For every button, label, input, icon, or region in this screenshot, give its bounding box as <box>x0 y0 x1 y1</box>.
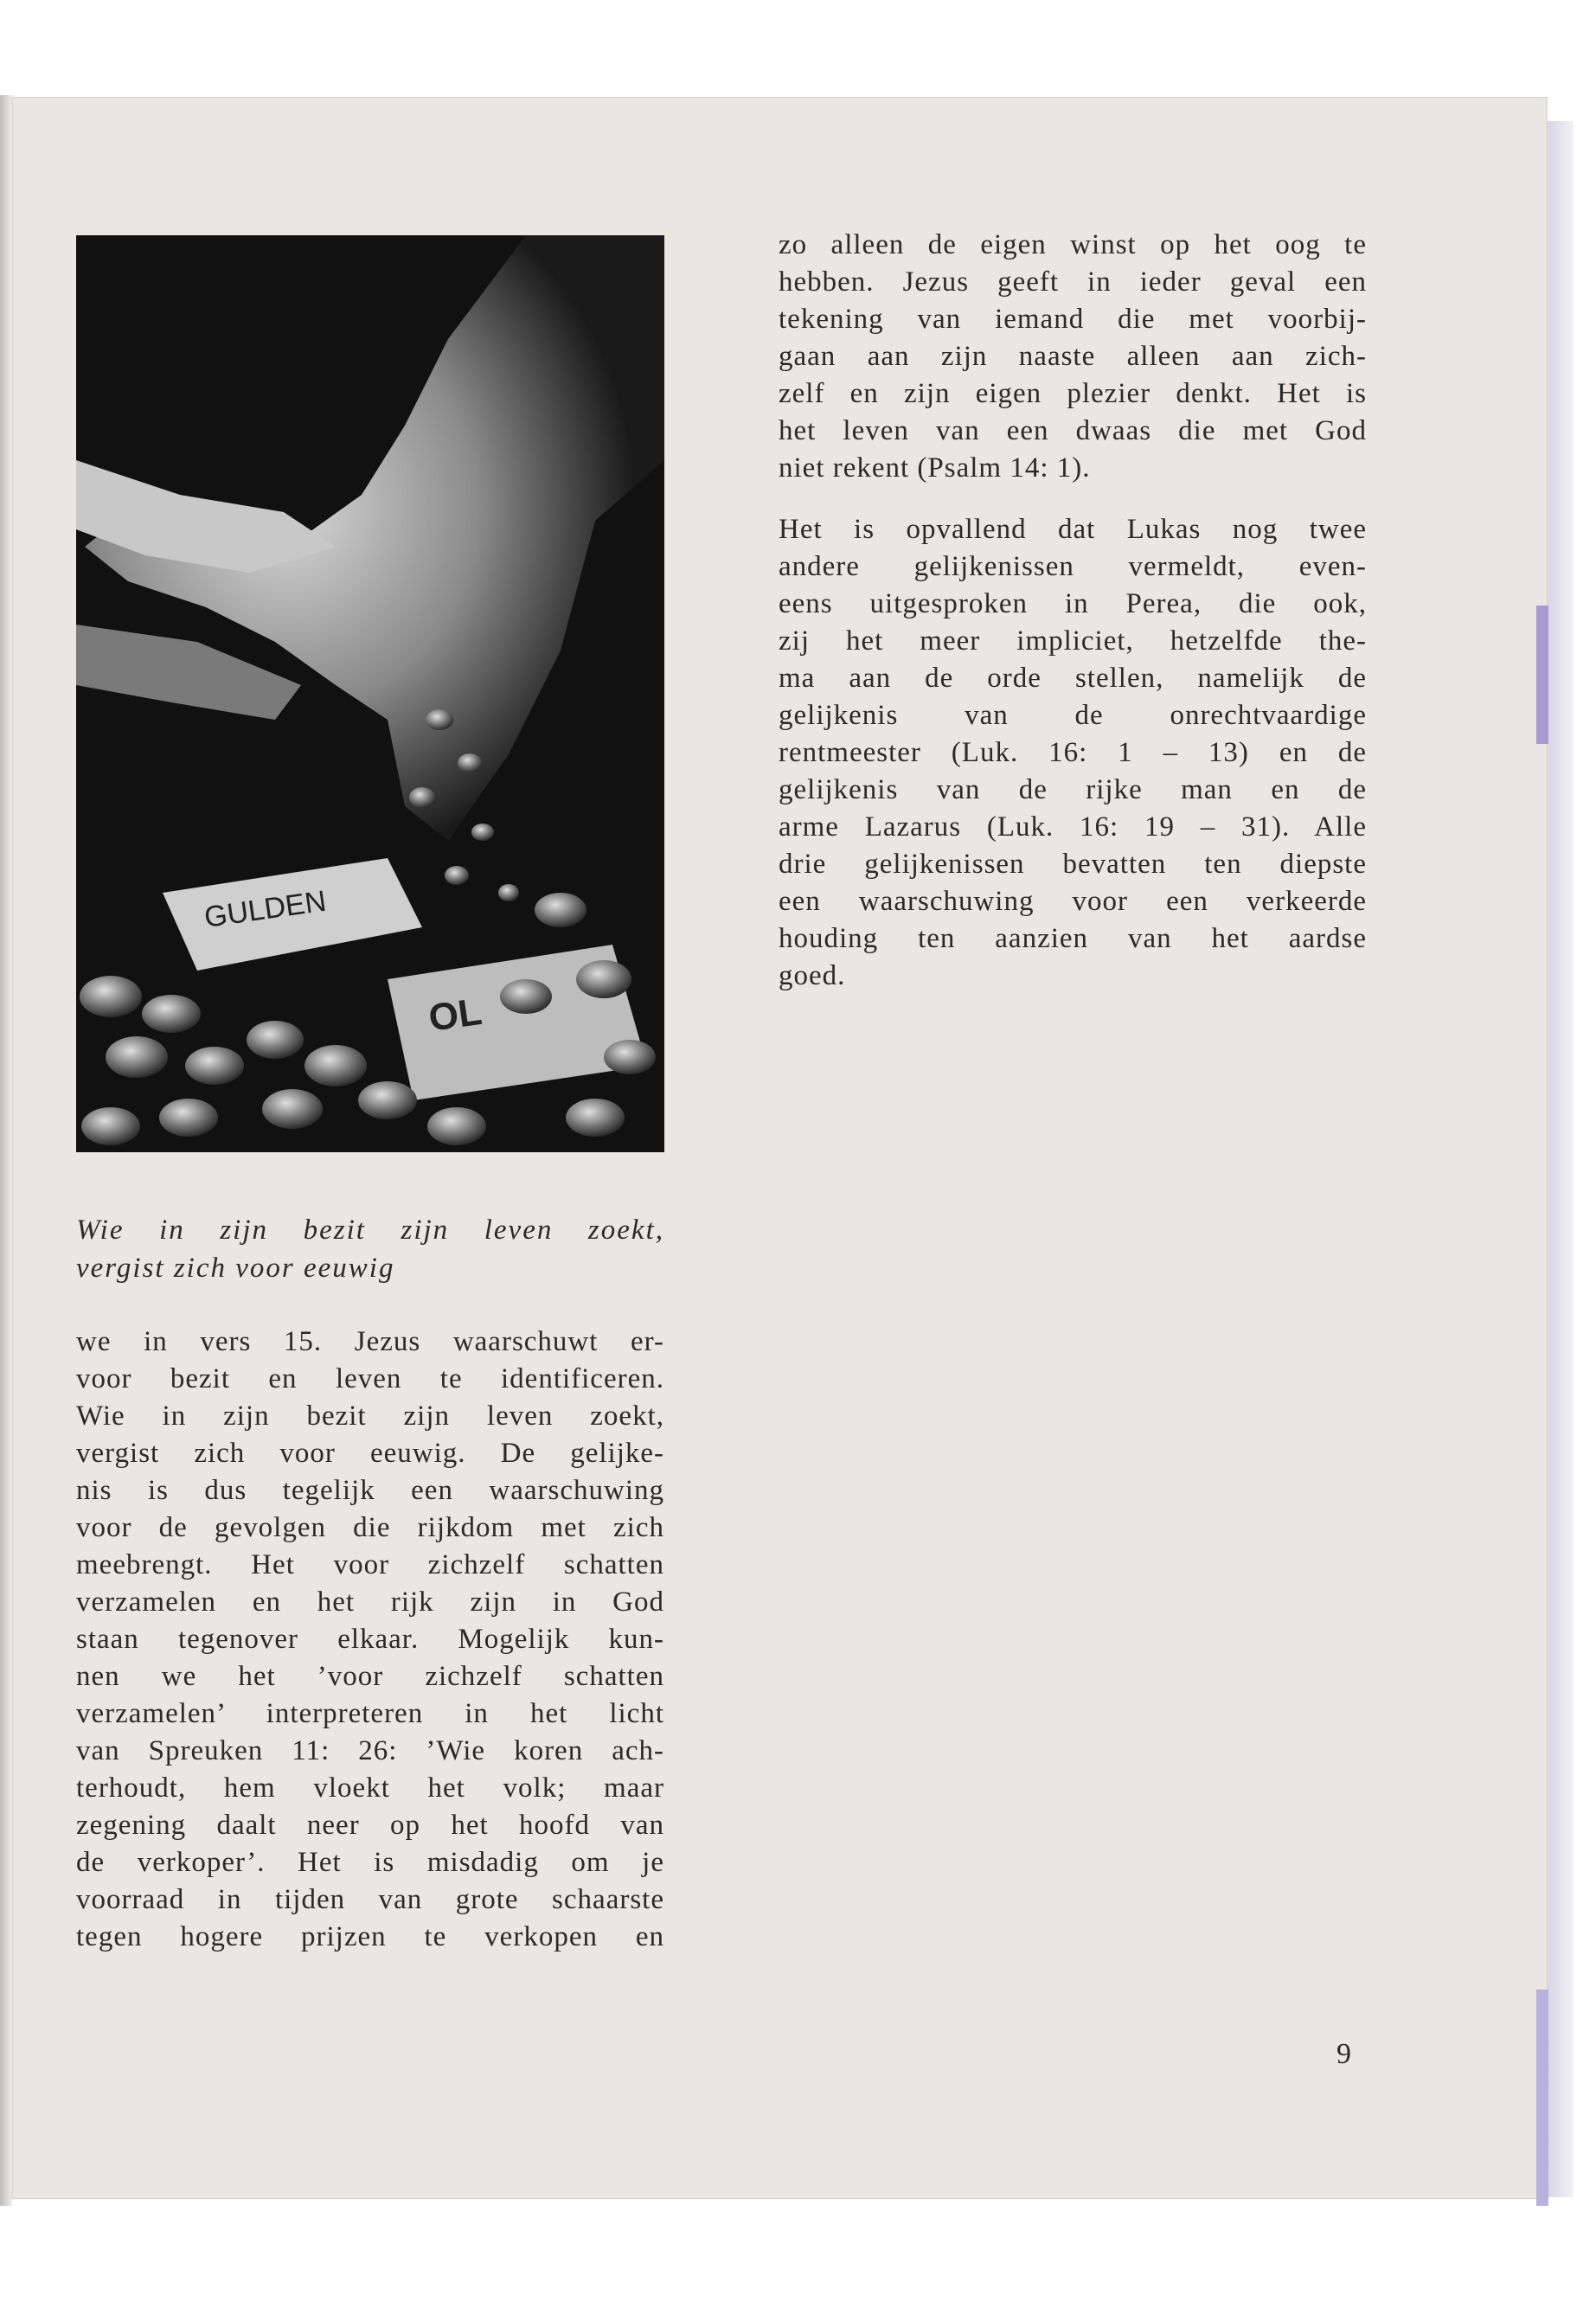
text-line: andere gelijkenissen vermeldt, even- <box>779 551 1367 582</box>
text-line: Het is opvallend dat Lukas nog twee <box>779 514 1367 545</box>
text-line: voor bezit en leven te identificeren. <box>76 1363 664 1394</box>
photo-caption <box>76 1211 664 1287</box>
text-line: gelijkenis van de onrechtvaardige <box>779 700 1367 731</box>
text-line: goed. <box>779 960 846 991</box>
text-line: drie gelijkenissen bevatten ten diepste <box>779 849 1367 880</box>
text-line: voorraad in tijden van grote schaarste <box>76 1884 664 1915</box>
banknote-text: GULDEN <box>202 884 329 934</box>
text-line: zo alleen de eigen winst op het oog te <box>779 229 1367 260</box>
section-tab-marker <box>1536 606 1548 744</box>
section-tab-marker-lower <box>1536 1990 1548 2206</box>
text-line: het leven van een dwaas die met God <box>779 415 1367 446</box>
text-line: zelf en zijn eigen plezier denkt. Het is <box>779 378 1367 409</box>
text-line: tekening van iemand die met voorbij- <box>779 304 1367 335</box>
text-line: verzamelen’ interpreteren in het licht <box>76 1698 664 1729</box>
page-edge <box>1548 121 1574 2197</box>
scan-edge-shadow <box>0 95 12 2206</box>
text-line: we in vers 15. Jezus waarschuwt er- <box>76 1326 664 1357</box>
hand-dropping-coins-image <box>76 235 664 1152</box>
right-column-text <box>779 227 1367 995</box>
text-line: niet rekent (Psalm 14: 1). <box>779 452 1091 484</box>
text-line: eens uitgesproken in Perea, die ook, <box>779 588 1367 619</box>
text-line: arme Lazarus (Luk. 16: 19 – 31). Alle <box>779 811 1367 843</box>
text-line: ma aan de orde stellen, namelijk de <box>779 663 1367 694</box>
text-line: Wie in zijn bezit zijn leven zoekt, <box>76 1400 664 1432</box>
text-line: nen we het ’voor zichzelf schatten <box>76 1661 664 1692</box>
paragraph-2 <box>779 511 1367 995</box>
text-line: van Spreuken 11: 26: ’Wie koren ach- <box>76 1735 664 1766</box>
text-line: nis is dus tegelijk een waarschuwing <box>76 1475 664 1506</box>
page-number: 9 <box>1336 2038 1351 2070</box>
text-line: gelijkenis van de rijke man en de <box>779 774 1367 805</box>
text-line: een waarschuwing voor een verkeerde <box>779 886 1367 917</box>
text-line: verzamelen en het rijk zijn in God <box>76 1586 664 1618</box>
text-line: staan tegenover elkaar. Mogelijk kun- <box>76 1624 664 1655</box>
photo-hand-with-coins <box>76 235 664 1152</box>
banknote-text-2: OL <box>426 990 484 1040</box>
paragraph-1 <box>779 227 1367 487</box>
text-line: voor de gevolgen die rijkdom met zich <box>76 1512 664 1543</box>
text-line: gaan aan zijn naaste alleen aan zich- <box>779 341 1367 372</box>
text-line: houding ten aanzien van het aardse <box>779 923 1367 954</box>
text-line: rentmeester (Luk. 16: 1 – 13) en de <box>779 737 1367 768</box>
left-column-text <box>76 1324 664 1956</box>
caption-line: Wie in zijn bezit zijn leven zoekt, <box>76 1215 664 1246</box>
text-line: tegen hogere prijzen te verkopen en <box>76 1921 664 1952</box>
text-line: de verkoper’. Het is misdadig om je <box>76 1847 664 1878</box>
caption-line: vergist zich voor eeuwig <box>76 1253 395 1284</box>
text-line: zegening daalt neer op het hoofd van <box>76 1810 664 1841</box>
text-line: hebben. Jezus geeft in ieder geval een <box>779 266 1367 298</box>
text-line: zij het meer impliciet, hetzelfde the- <box>779 625 1367 657</box>
text-line: terhoudt, hem vloekt het volk; maar <box>76 1772 664 1804</box>
paragraph <box>76 1324 664 1956</box>
text-line: meebrengt. Het voor zichzelf schatten <box>76 1549 664 1580</box>
text-line: vergist zich voor eeuwig. De gelijke- <box>76 1438 664 1469</box>
